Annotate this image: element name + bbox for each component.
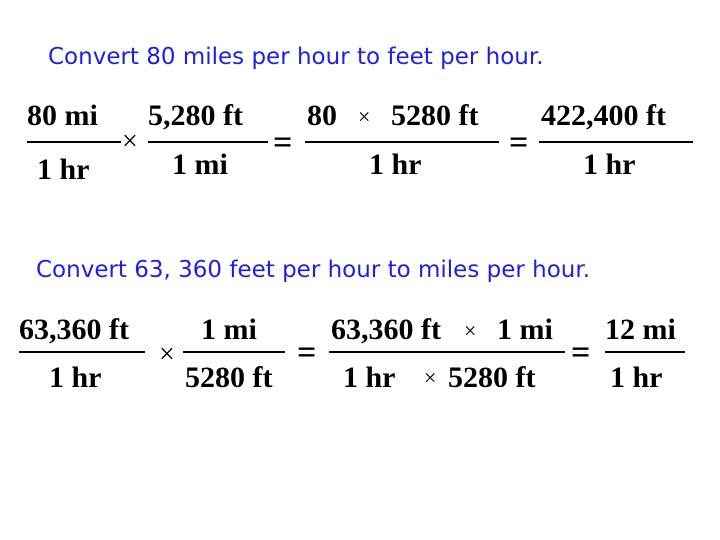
problem2-heading: Convert 63, 360 feet per hour to miles per hour. <box>36 257 591 283</box>
p2-frac1-denominator: 1 hr <box>49 361 102 394</box>
p2-frac4-numerator: 12 mi <box>605 313 676 346</box>
fraction-bar <box>27 141 121 143</box>
equals-sign: = <box>509 124 529 161</box>
p1-frac1-denominator: 1 hr <box>37 153 90 186</box>
times-sign: × <box>159 339 175 370</box>
fraction-bar <box>329 351 565 353</box>
p1-frac3-numerator-a: 80 <box>307 99 337 132</box>
p2-frac3-numerator-b: 1 mi <box>497 313 553 346</box>
p2-frac3-denominator-a: 1 hr <box>343 361 396 394</box>
equals-sign: = <box>571 334 591 371</box>
p1-frac2-denominator: 1 mi <box>172 148 228 181</box>
equals-sign: = <box>273 124 293 161</box>
p1-frac4-numerator: 422,400 ft <box>541 99 666 132</box>
p1-frac1-numerator: 80 mi <box>27 99 98 132</box>
fraction-bar <box>605 351 685 353</box>
equals-sign: = <box>297 334 317 371</box>
fraction-bar <box>19 351 145 353</box>
p2-frac2-numerator: 1 mi <box>201 313 257 346</box>
p1-frac2-numerator: 5,280 ft <box>148 99 243 132</box>
fraction-bar <box>305 141 499 143</box>
p1-frac4-denominator: 1 hr <box>583 148 636 181</box>
p1-frac3-numerator-b: 5280 ft <box>391 99 479 132</box>
p1-frac3-denominator: 1 hr <box>369 148 422 181</box>
p2-frac1-numerator: 63,360 ft <box>19 313 129 346</box>
p2-frac3-numerator-a: 63,360 ft <box>331 313 441 346</box>
fraction-bar <box>183 351 285 353</box>
times-sign: × <box>424 365 437 390</box>
fraction-bar <box>148 141 268 143</box>
times-sign: × <box>122 126 138 157</box>
p2-frac2-denominator: 5280 ft <box>185 361 273 394</box>
p2-frac4-denominator: 1 hr <box>610 361 663 394</box>
times-sign: × <box>464 318 477 343</box>
problem1-heading: Convert 80 miles per hour to feet per hour. <box>48 44 544 70</box>
fraction-bar <box>539 141 693 143</box>
p2-frac3-denominator-b: 5280 ft <box>448 361 536 394</box>
times-sign: × <box>358 104 371 129</box>
